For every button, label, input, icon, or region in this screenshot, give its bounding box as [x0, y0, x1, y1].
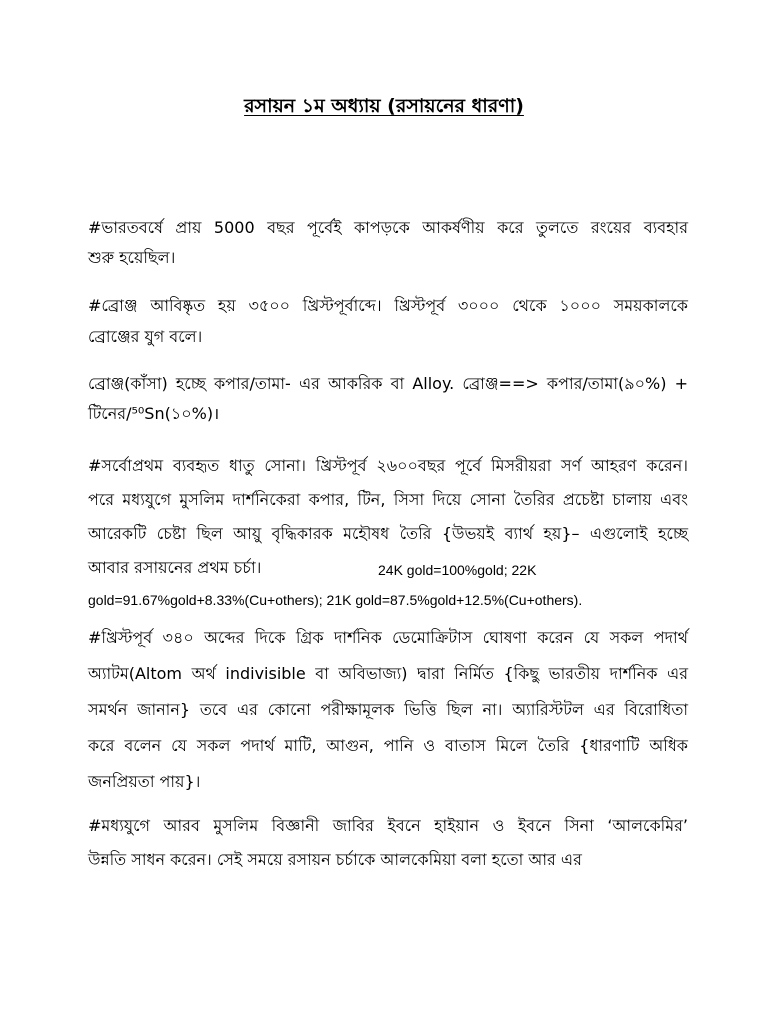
text-line: করে বলেন যে সকল পদার্থ মাটি, আগুন, পানি ও বাতাস মিলে তৈরি {ধারণাটি অধিক — [88, 736, 688, 755]
text-line: আবার রসায়নের প্রথম চর্চা। — [88, 558, 262, 577]
text-line: #সর্বোপ্রথম ব্যবহৃত ধাতু সোনা। খ্রিস্টপূর্ব ২৬০০বছর পূর্বে মিসরীয়রা সর্ণ আহরণ করেন। — [88, 456, 688, 475]
text-line: #খ্রিস্টপূর্ব ৩৪০ অব্দের দিকে গ্রিক দার্শনিক ডেমোক্রিটাস ঘোষণা করেন যে সকল পদার্থ — [88, 628, 688, 647]
text-line: #ব্রোঞ্জ আবিষ্কৃত হয় ৩৫০০ খ্রিস্টপূর্বাব্দে। খ্রিস্টপূর্ব ৩০০০ থেকে ১০০০ সময়কালকে — [88, 296, 688, 315]
gold-formula-inline: 24K gold=100%gold; 22K — [378, 562, 537, 578]
text-line: অ্যাটম(Altom অর্থ indivisible বা অবিভাজ্য) দ্বারা নির্মিত {কিছু ভারতীয় দার্শনিক এর — [88, 664, 688, 683]
text-line: শুরু হয়েছিল। — [88, 248, 176, 267]
text-line: উন্নতি সাধন করেন। সেই সময়ে রসায়ন চর্চাকে আলকেমিয়া বলা হতো আর এর — [88, 850, 582, 869]
text-line: #মধ্যযুগে আরব মুসলিম বিজ্ঞানী জাবির ইবনে হাইয়ান ও ইবনে সিনা ‘আলকেমির’ — [88, 816, 688, 835]
text-line: জনপ্রিয়তা পায়}। — [88, 772, 201, 791]
text-line: সমর্থন জানান} তবে এর কোনো পরীক্ষামূলক ভিত্তি ছিল না। অ্যারিস্টটল এর বিরোধিতা — [88, 700, 688, 719]
text-line: ব্রোঞ্জের যুগ বলে। — [88, 327, 203, 346]
text-line: টিনের/⁵⁰Sn(১০%)। — [88, 404, 220, 423]
text-line: আরেকটি চেষ্টা ছিল আয়ু বৃদ্ধিকারক মহৌষধ তৈরি {উভয়ই ব্যার্থ হয়}– এগুলোই হচ্ছে — [88, 524, 688, 543]
text-line: ব্রোঞ্জ(কাঁসা) হচ্ছে কপার/তামা- এর আকরিক বা Alloy. ব্রোঞ্জ==> কপার/তামা(৯০%) + — [88, 374, 688, 393]
text-line: #ভারতবর্ষে প্রায় 5000 বছর পূর্বেই কাপড়কে আকর্ষণীয় করে তুলতে রংয়ের ব্যবহার — [88, 218, 688, 237]
page-title: রসায়ন ১ম অধ্যায় (রসায়নের ধারণা) — [244, 95, 524, 117]
gold-formula-line: gold=91.67%gold+8.33%(Cu+others); 21K gold=87.5%gold+12.5%(Cu+others). — [88, 592, 583, 608]
text-line: পরে মধ্যযুগে মুসলিম দার্শনিকেরা কপার, টিন, সিসা দিয়ে সোনা তৈরির প্রচেষ্টা চালায় এবং — [88, 490, 688, 509]
